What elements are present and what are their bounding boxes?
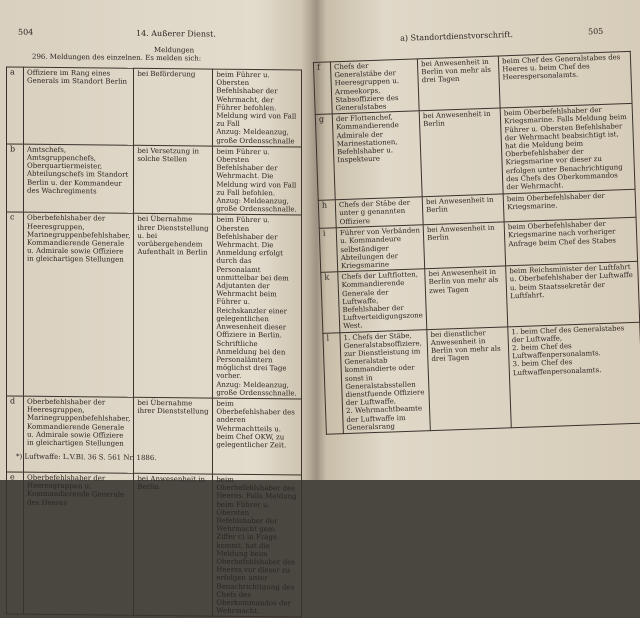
row-letter: d (7, 396, 24, 472)
dress-text: Anzug: Meldeanzug, große Ordensschnalle (216, 128, 295, 146)
cell-who: Amtschefs, Amtsgruppenchefs, Oberquartiermeister, Abteilungschefs im Standort Berlin u. der Kommandeur des Wachregiments (24, 144, 134, 214)
left-page-number: 504 (18, 27, 34, 37)
cell-who: Oberbefehlshaber der Heeresgruppen, Marinegruppenbefehlshaber, Kommandierende Generale u. Admirale sowie Offiziere in gleichartigen Stellungen (24, 213, 134, 398)
right-page-number: 505 (587, 26, 604, 37)
where-text: beim Führer u. Obersten Befehlshaber der Wehrmacht, der Führer befohlen. Meldung wird von Fall zu Fall (216, 70, 297, 129)
cell-who: Führer von Verbänden u. Kommandeure selbständiger Abteilungen der Kriegsmarine (336, 225, 425, 272)
row-letter: l (323, 332, 344, 434)
cell-where: beim Oberbefehlshaber der Kriegsmarine nach vorheriger Anfrage beim Chef des Stabes (504, 218, 637, 267)
cell-who: Oberbefehlshaber der Heeresgruppen, Marinegruppenbefehlshaber, Kommandierende Generale u. Admirale sowie Offiziere in gleichartigen Stellungen (24, 396, 134, 473)
cell-when: bei Beförderung (134, 68, 213, 146)
cell-when: bei Anwesenheit in Berlin von mehr als zwei Tagen (425, 266, 508, 329)
row-letter: g (315, 114, 335, 201)
row-letter: h (318, 200, 336, 229)
table-row (315, 104, 635, 201)
cell-who: Offiziere im Rang eines Generals im Standort Berlin (24, 67, 134, 145)
table-row (323, 322, 640, 434)
cell-where: beim Oberbefehlshaber des Heeres. Falls Meldung beim Führer u. Obersten Befehlshaber der Wehrmacht gem. Ziffer c) in Frage kommt, hat die Meldung beim Oberbefehlshaber des Heeres vor dieser zu erfolgen unter Benachrichtigung des Chefs des Oberkommandos der Wehrmacht. (213, 474, 302, 617)
where-text: beim Führer u. Obersten Befehlshaber der Wehrmacht. Die Anmeldung erfolgt durch das Personalamt unmittelbar bei dem Adjutanten der Wehrmacht beim Führer u. Reichskanzler einer gelegentlichen Anwesenheit dieser Offiziere in Berlin. Schriftliche Anmeldung bei den Personalämtern möglichst drei Tage vorher. (216, 216, 289, 381)
section-title: 296. Meldungen des einzelnen. Es melden sich: (32, 52, 202, 63)
right-running-head: a) Standortdienstvorschrift. (399, 29, 514, 43)
cell-when: bei Anwesenheit in Berlin (423, 222, 505, 269)
cell-where: beim Chef des Generalstabes des Heeres u. beim Chef des Heerespersonalamts. (498, 51, 632, 108)
column-header: Meldungen (154, 46, 195, 55)
row-letter: c (7, 212, 24, 396)
cell-where: beim Reichsminister der Luftfahrt u. Oberbefehlshaber der Luftwaffe u. beim Staatssekretär der Luftfahrt. (506, 262, 640, 327)
row-letter: k (321, 272, 340, 333)
dress-text: Anzug: Meldeanzug, große Ordensschnalle. (216, 380, 297, 398)
where-text: beim Führer u. Obersten Befehlshaber der Wehrmacht. Die Meldung wird von Fall zu Fall befohlen. (216, 147, 297, 198)
row-letter: e (7, 472, 24, 615)
left-page (6, 27, 302, 616)
cell-where (213, 215, 302, 399)
row-letter: b (7, 144, 24, 213)
cell-where: beim Oberbefehlshaber des anderen Wehrmachtteils u. beim Chef OKW, zu gelegentlicher Zeit. (213, 398, 302, 475)
table-row (321, 262, 640, 333)
cell-who: Chefs der Luftflotten, Kommandierende Generale der Luftwaffe, Befehlshaber der Luftverteidigungszone West. (338, 269, 427, 332)
cell-where: beim Oberbefehlshaber der Kriegsmarine. Falls Meldung beim Führer u. Obersten Befehlshaber der Wehrmacht beabsichtigt ist, hat die Meldung beim Oberbefehlshaber der Kriegsmarine vor dieser zu erfolgen unter Benachrichtigung des Chefs des Oberkommandos der Wehrmacht. (500, 104, 635, 195)
cell-where (213, 69, 302, 147)
row-letter: a (7, 67, 24, 144)
cell-who: Oberbefehlshaber der Heeresgruppen u. Kommandierende Generale des Heeres (24, 472, 134, 616)
cell-who: 1. Chefs der Stäbe, Generalstabsoffiziere, zur Dienstleistung im Generalstab kommandierte oder sonst in Generalstabsstellen dienstfuende Offiziere der Luftwaffe, 2. Wehrmachtbeamte der Luftwaffe im Generalsrang (340, 329, 431, 433)
cell-where: beim Oberbefehlshaber der Kriegsmarine. (503, 190, 636, 223)
table-row (7, 472, 302, 618)
cell-when: bei Anwesenheit in Berlin (419, 108, 503, 197)
left-running-head: 14. Außerer Dienst. (136, 28, 216, 39)
cell-who: Chefs der Stäbe der unter g genannten Offiziere (335, 197, 423, 228)
cell-where: 1. beim Chef des Generalstabes der Luftwaffe, 2. beim Chef des Luftwaffenpersonalamts. 3. beim Chef des Luftwaffenpersonalamts. (508, 322, 640, 428)
table-row (7, 396, 302, 475)
cell-when: bei Übernahme ihrer Dienststellung u. bei vorübergehendem Aufenthalt in Berlin (134, 214, 213, 398)
cell-who: Chefs der Generalstäbe der Heeresgruppen u. Armeekorps, Stabsoffiziere des Generalstabes (330, 59, 419, 114)
cell-when: bei Übernahme ihrer Dienststellung (134, 397, 213, 474)
cell-when: bei dienstlicher Anwesenheit in Berlin von mehr als drei Tagen (427, 327, 511, 431)
cell-when: bei Versetzung in solche Stellen (134, 145, 213, 214)
row-letter: i (319, 228, 338, 273)
cell-where (213, 146, 302, 216)
cell-when: bei Anwesenheit in Berlin (422, 194, 504, 225)
cell-who: der Flottenchef, Kommandierende Admirale der Marinestationen, Befehlshaber u. Inspekteure (332, 111, 422, 200)
right-page (312, 25, 640, 476)
cell-when: bei Anwesenheit in Berlin (134, 473, 213, 616)
row-letter: f (313, 62, 332, 115)
left-table (6, 66, 302, 617)
table-row (7, 67, 302, 147)
table-row (7, 144, 302, 216)
table-row (7, 212, 302, 399)
right-table (313, 51, 640, 435)
dress-text: Anzug: Meldeanzug, große Ordensschnalle. (216, 196, 297, 214)
footnote: *) Luftwaffe: L.V.Bl. 36 S. 561 Nr. 1886. (16, 452, 157, 463)
cell-when: bei Anwesenheit in Berlin von mehr als drei Tagen (417, 56, 500, 111)
